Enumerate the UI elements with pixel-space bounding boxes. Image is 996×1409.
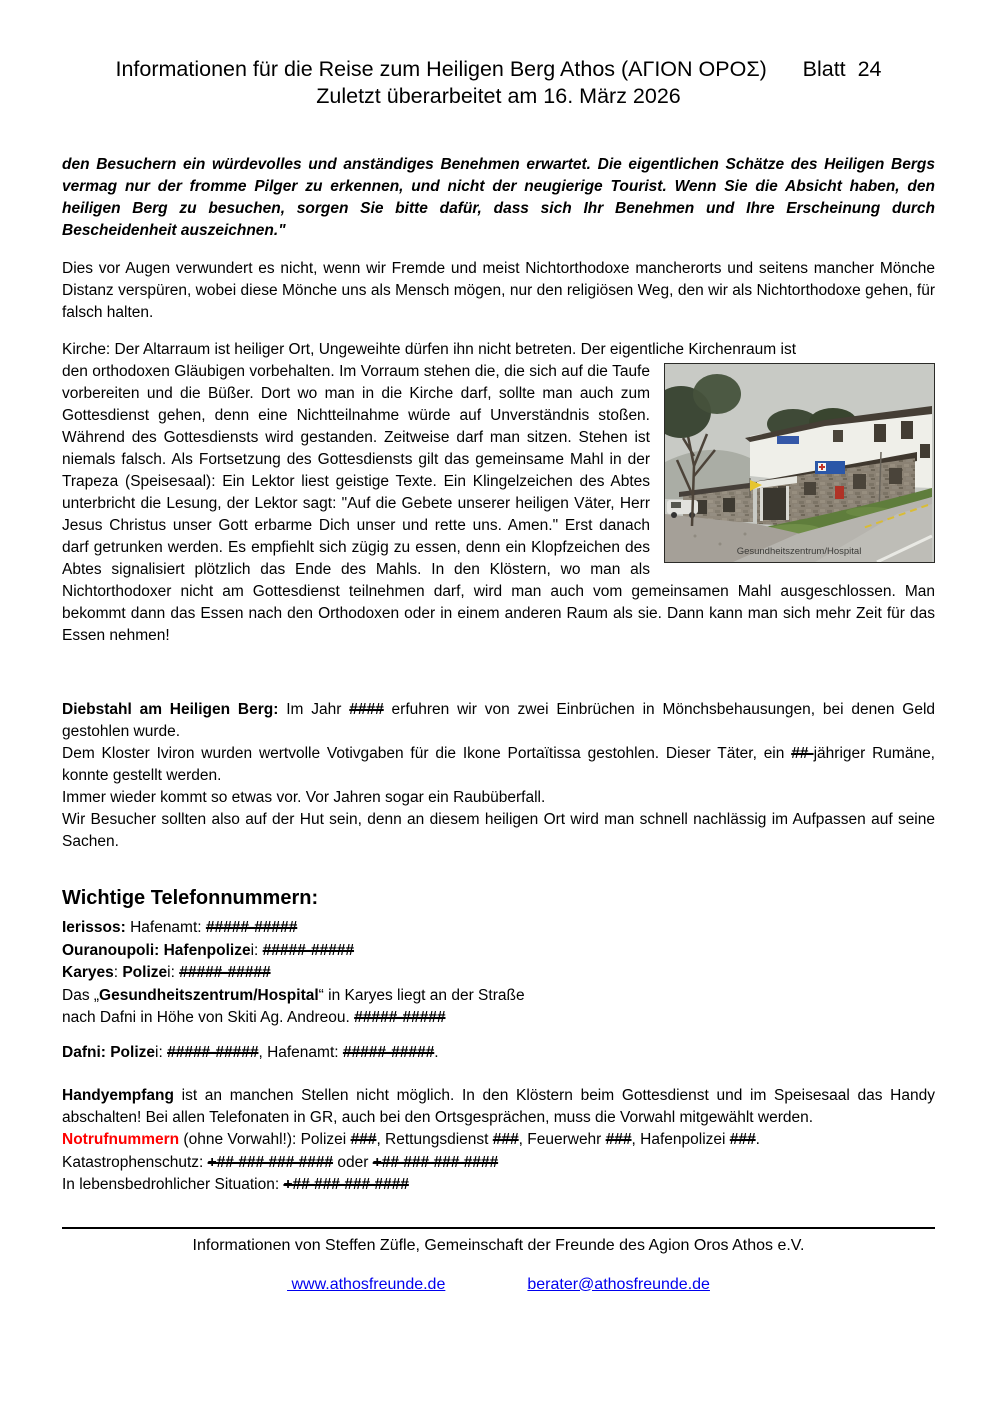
masked-number: ### — [729, 1131, 756, 1148]
gravel-speckle — [744, 533, 747, 536]
distanz-paragraph: Dies vor Augen verwundert es nicht, wenn wir Fremde und meist Nichtorthodoxe mancherorts und seitens mancher Mönche Distanz verspüren, wobei diese Mönche uns als Mensch mögen, nur den religiösen Weg, den wir als Nichtorthodoxe gehen, für falsch halten. — [62, 260, 935, 321]
window — [833, 430, 843, 442]
email-link[interactable]: berater@athosfreunde.de — [527, 1275, 710, 1293]
photo-gesundheitszentrum — [664, 363, 935, 563]
window — [920, 444, 930, 458]
masked-number: #####-##### — [262, 941, 355, 959]
porch-pillar — [786, 486, 789, 520]
window — [804, 482, 816, 495]
masked-number: #####-##### — [354, 1009, 446, 1026]
masked-number: ### — [492, 1131, 519, 1148]
phone-karyes: Karyes: Polizei: #####-##### — [62, 964, 271, 981]
lebensbedrohlich-line: In lebensbedrohlicher Situation: +## ### ### #### — [62, 1176, 409, 1193]
kirche-paragraph-body — [62, 361, 935, 647]
page-subtitle: Zuletzt überarbeitet am 16. März 2026 — [316, 84, 681, 108]
masked-number: +## ### ### #### — [372, 1153, 499, 1171]
masked-number: #####-##### — [205, 919, 298, 936]
car-wheel — [671, 512, 677, 518]
window — [889, 468, 902, 484]
annex-door — [723, 498, 735, 512]
masked-number: ### — [605, 1131, 632, 1148]
footer-credit: Informationen von Steffen Züfle, Gemeinschaft der Freunde des Agion Oros Athos e.V. — [192, 1236, 805, 1254]
masked-number: +## ### ### #### — [283, 1176, 409, 1193]
window — [853, 474, 866, 489]
intro-quote-paragraph: den Besuchern ein würdevolles und anständiges Benehmen erwartet. Die eigentlichen Schätze des Heiligen Bergs vermag nur der fromme Pilger zu erkennen, und nicht der neugierige Tourist. Wenn Sie die Absicht haben, den heiligen Berg zu besuchen, sorgen Sie bitte dafür, dass sich Ihr Benehmen und Ihre Erscheinung durch Bescheidenheit auszeichnen." — [62, 156, 935, 239]
phones-section — [62, 883, 935, 1064]
phone-hospital-line2: nach Dafni in Höhe von Skiti Ag. Andreou. #####-##### — [62, 1009, 446, 1026]
masked-number: #### — [349, 701, 384, 718]
gravel-speckle — [719, 543, 722, 546]
red-box — [835, 486, 844, 499]
phone-hospital-line1: Das „Gesundheitszentrum/Hospital“ in Karyes liegt an der Straße — [62, 986, 525, 1004]
phones-heading: Wichtige Telefonnummern: — [62, 887, 319, 909]
masked-number: ### — [350, 1131, 377, 1148]
diebstahl-line4: Wir Besucher sollten also auf der Hut sein, denn an diesem heiligen Ort wird man schnell nachlässig im Aufpassen auf seine Sachen. — [62, 811, 935, 850]
porch-opening — [760, 488, 788, 520]
photo-caption: Gesundheitszentrum/Hospital — [736, 546, 862, 557]
title-text: Informationen für die Reise zum Heiligen Berg Athos (ΑΓΙΟΝ ΟΡΟΣ) — [115, 57, 767, 81]
window — [901, 421, 913, 439]
kirche-paragraph-line1: Kirche: Der Altarraum ist heiliger Ort, Ungeweihte dürfen ihn nicht betreten. Der eigentliche Kirchenraum ist — [62, 341, 797, 358]
kirche-paragraph-rest: den orthodoxen Gläubigen vorbehalten. Im Vorraum stehen die, die sich auf die Taufe vorbereiten und die Büßer. Dort wo man in die Kirche darf, sollte man auch zum Gottesdienst gehen, denn eine Nichtteilnahme würde auf Unverständnis stoßen. Während des Gottesdiensts wird gestanden. Zeitweise darf man sitzen. Stehen ist niemals falsch. Als Fortsetzung des Gottesdiensts gilt das gemeinsame Mahl in der Trapeza (Speisesaal): Ein Lektor liest geistige Texte. Ein Klingelzeichen des Abtes unterbricht die Lesung, der Lektor sagt: "Auf die Gebete unserer heiligen Väter, Herr Jesus Christus unser Gott erbarme Dich unser und rette uns. Amen." Erst danach darf getrunken werden. Es empfiehlt sich zügig zu essen, denn ein Klopfzeichen des Abtes signalisiert plötzlich das Ende des Mahls. In den Klöstern, wo man als Nichtorthodoxer nicht am Gottesdienst teilnehmen darf, wird man auch vom gemeinsamen Mahl ausgeschlossen. Man bekommt dann das Essen nach den Orthodoxen oder in einem anderen Raum als sie. Dann kann man sich mehr Zeit für das Essen nehmen! — [62, 363, 935, 644]
photo-illustration — [665, 364, 934, 562]
document-header — [62, 56, 935, 110]
diebstahl-line3: Immer wieder kommt so etwas vor. Vor Jahren sogar ein Raubüberfall. — [62, 789, 546, 806]
handy-section — [62, 1085, 935, 1197]
katastrophenschutz-line: Katastrophenschutz: +## ### ### #### oder +## ### ### #### — [62, 1153, 499, 1171]
masked-number: #####-##### — [342, 1043, 435, 1061]
notruf-line: Notrufnummern (ohne Vorwahl!): Polizei ###, Rettungsdienst ###, Feuerwehr ###, Hafenpolizei ###. — [62, 1131, 760, 1148]
phone-dafni: Dafni: Polizei: #####-#####, Hafenamt: #####-#####. — [62, 1043, 439, 1061]
masked-number: #####-##### — [179, 964, 271, 981]
masked-number: +## ### ### #### — [207, 1153, 334, 1171]
handy-paragraph: Handyempfang ist an manchen Stellen nicht möglich. In den Klöstern beim Gottesdienst und im Speisesaal das Handy abschalten! Bei allen Telefonaten in GR, auch bei den Ortsgesprächen, muss die Vorwahl mitgewählt werden. — [62, 1087, 935, 1126]
footer-links — [62, 1276, 935, 1294]
cross-icon — [819, 466, 825, 468]
footer-divider — [62, 1227, 935, 1229]
document-footer — [62, 1227, 935, 1294]
gravel-speckle — [694, 535, 697, 538]
page-title — [62, 56, 935, 83]
tree-foliage — [693, 374, 741, 414]
website-link[interactable]: www.athosfreunde.de — [287, 1275, 446, 1293]
window — [874, 424, 886, 442]
diebstahl-line1: Diebstahl am Heiligen Berg: Im Jahr #### erfuhren wir von zwei Einbrüchen in Mönchsbehausungen, bei denen Geld gestohlen wurde. — [62, 701, 936, 740]
sheet-number: Blatt 24 — [802, 57, 882, 81]
phone-ierissos: Ierissos: Hafenamt: #####-##### — [62, 919, 298, 936]
building-sign — [777, 436, 799, 444]
diebstahl-line2: Dem Kloster Iviron wurden wertvolle Votivgaben für die Ikone Portaïtissa gestohlen. Dieser Täter, ein ##-jähriger Rumäne, konnte gestellt werden. — [62, 745, 935, 784]
car-window — [671, 502, 681, 508]
title-spacer — [767, 57, 803, 81]
masked-number: ##- — [791, 745, 814, 762]
phone-ouranoupoli: Ouranoupoli: Hafenpolizei: #####-##### — [62, 941, 355, 959]
masked-number: #####-##### — [167, 1043, 259, 1061]
porch-pillar — [760, 488, 763, 521]
diebstahl-section — [62, 699, 935, 853]
